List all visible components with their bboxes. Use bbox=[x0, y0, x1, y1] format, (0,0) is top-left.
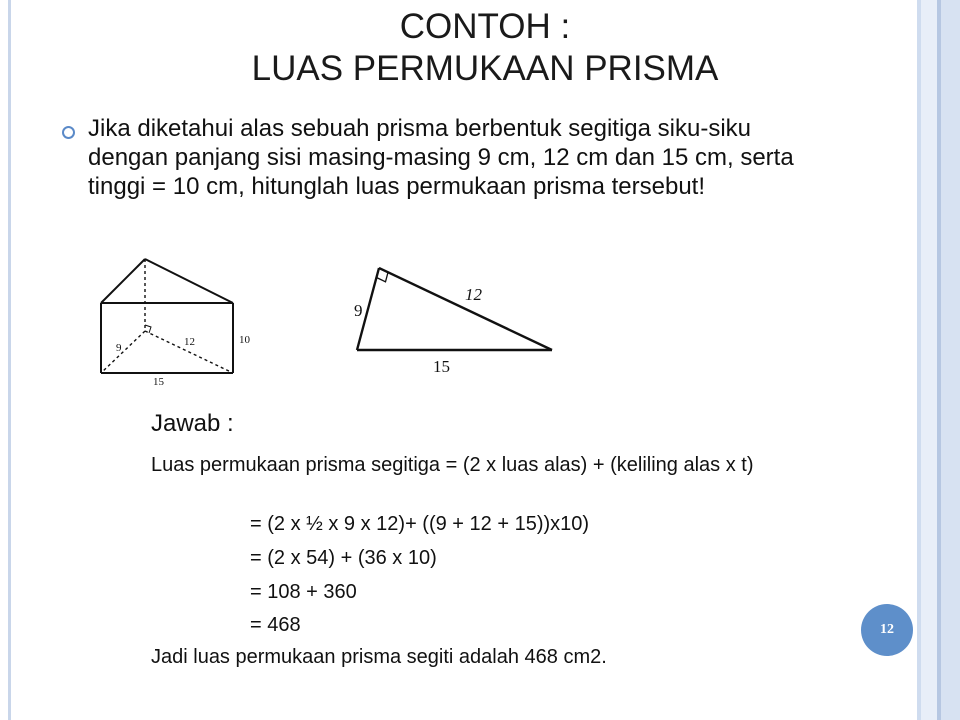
prism-label-15: 15 bbox=[153, 376, 164, 388]
triangle-label-15: 15 bbox=[433, 357, 450, 376]
answer-formula: Luas permukaan prisma segitiga = (2 x luas alas) + (keliling alas x t) bbox=[151, 454, 754, 476]
prism-label-12: 12 bbox=[184, 336, 195, 348]
answer-conclusion: Jadi luas permukaan prisma segiti adalah 468 cm2. bbox=[151, 646, 607, 668]
prism-label-9: 9 bbox=[116, 342, 122, 354]
triangle-label-9: 9 bbox=[354, 301, 363, 320]
title-line-2: LUAS PERMUKAAN PRISMA bbox=[251, 49, 719, 88]
page-number-badge: 12 bbox=[861, 604, 913, 656]
answer-heading: Jawab : bbox=[151, 410, 234, 437]
prism-edge bbox=[101, 259, 145, 303]
triangle-side-12 bbox=[379, 268, 552, 350]
prism-hidden-edge bbox=[101, 331, 145, 373]
title-line-1: CONTOH : bbox=[399, 7, 571, 46]
calculation-step: = 468 bbox=[250, 614, 301, 636]
calculation-step: = 108 + 360 bbox=[250, 581, 357, 603]
prism-figure bbox=[90, 255, 260, 390]
calculation-step: = (2 x 54) + (36 x 10) bbox=[250, 547, 437, 569]
slide-left-border bbox=[8, 0, 11, 720]
calculation-step: = (2 x ½ x 9 x 12)+ ((9 + 12 + 15))x10) bbox=[250, 513, 590, 535]
triangle-figure bbox=[345, 260, 560, 375]
bullet-icon bbox=[62, 126, 75, 139]
side-band-stripe bbox=[941, 0, 960, 720]
triangle-label-12: 12 bbox=[465, 285, 482, 304]
prism-label-10: 10 bbox=[239, 334, 250, 346]
question-text: Jika diketahui alas sebuah prisma berbentuk segitiga siku-siku dengan panjang sisi masing-masing 9 cm, 12 cm dan 15 cm, serta tinggi = 10 cm, hitunglah luas permukaan prisma tersebut! bbox=[88, 115, 794, 200]
prism-edge bbox=[145, 259, 233, 303]
slide-title bbox=[60, 6, 910, 90]
side-band-stripe bbox=[921, 0, 937, 720]
